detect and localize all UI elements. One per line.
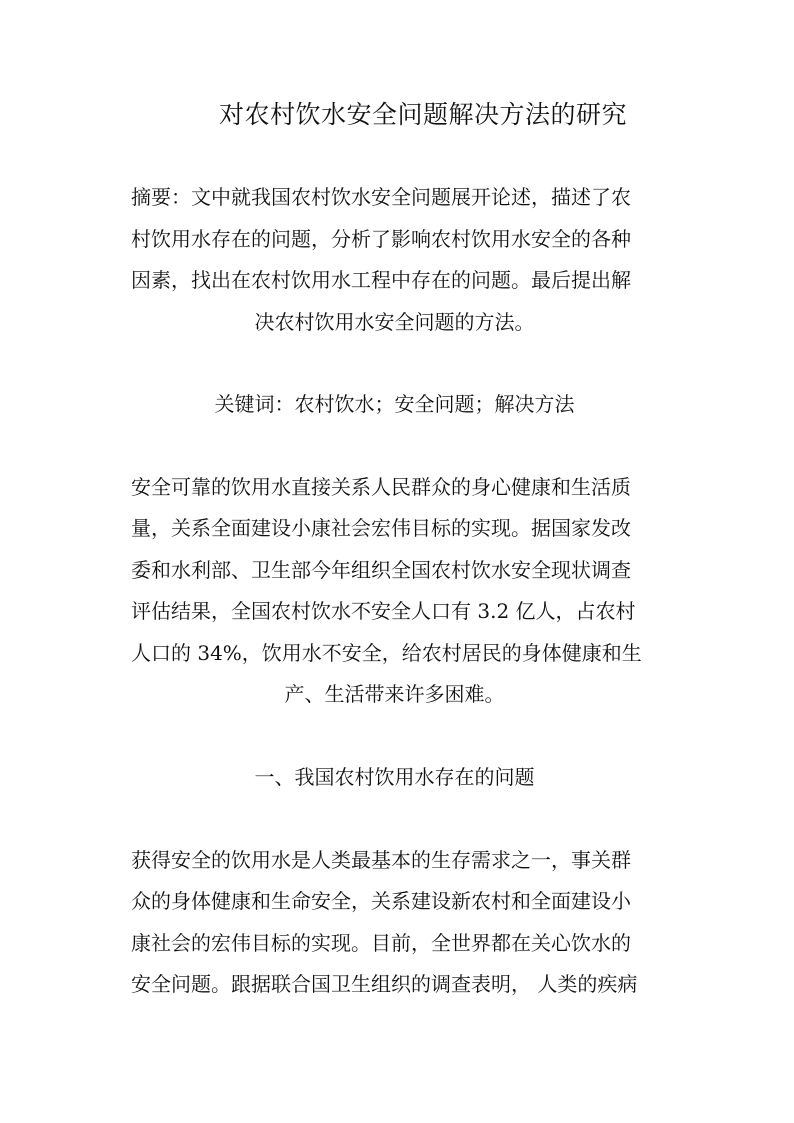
abstract-line: 决农村饮用水安全问题的方法。	[254, 310, 535, 334]
intro-line: 评估结果，全国农村饮水不安全人口有 3.2 亿人，占农村	[131, 599, 636, 623]
intro-line: 量，关系全面建设小康社会宏伟目标的实现。据国家发改	[131, 516, 631, 540]
keywords-line: 关键词：农村饮水；安全问题；解决方法	[214, 392, 575, 416]
section-line: 康社会的宏伟目标的实现。目前，全世界都在关心饮水的	[131, 931, 631, 955]
document-title: 对农村饮水安全问题解决方法的研究	[218, 100, 627, 129]
section-line: 安全问题。跟据联合国卫生组织的调查表明， 人类的疾病	[131, 972, 638, 996]
abstract-line: 村饮用水存在的问题，分析了影响农村饮用水安全的各种	[131, 227, 631, 251]
section-line: 众的身体健康和生命安全，关系建设新农村和全面建设小	[131, 889, 631, 913]
intro-line: 委和水利部、卫生部今年组织全国农村饮水安全现状调查	[131, 558, 631, 582]
abstract-line: 因素，找出在农村饮用水工程中存在的问题。最后提出解	[131, 268, 631, 292]
abstract-line: 摘要：文中就我国农村饮水安全问题展开论述，描述了农	[131, 185, 631, 209]
section-line: 获得安全的饮用水是人类最基本的生存需求之一，事关群	[131, 848, 631, 872]
intro-line: 人口的 34%，饮用水不安全，给农村居民的身体健康和生	[131, 641, 642, 665]
intro-line: 安全可靠的饮用水直接关系人民群众的身心健康和生活质	[131, 475, 631, 499]
section-heading: 一、我国农村饮用水存在的问题	[254, 765, 535, 789]
intro-line: 产、生活带来许多困难。	[284, 682, 505, 706]
